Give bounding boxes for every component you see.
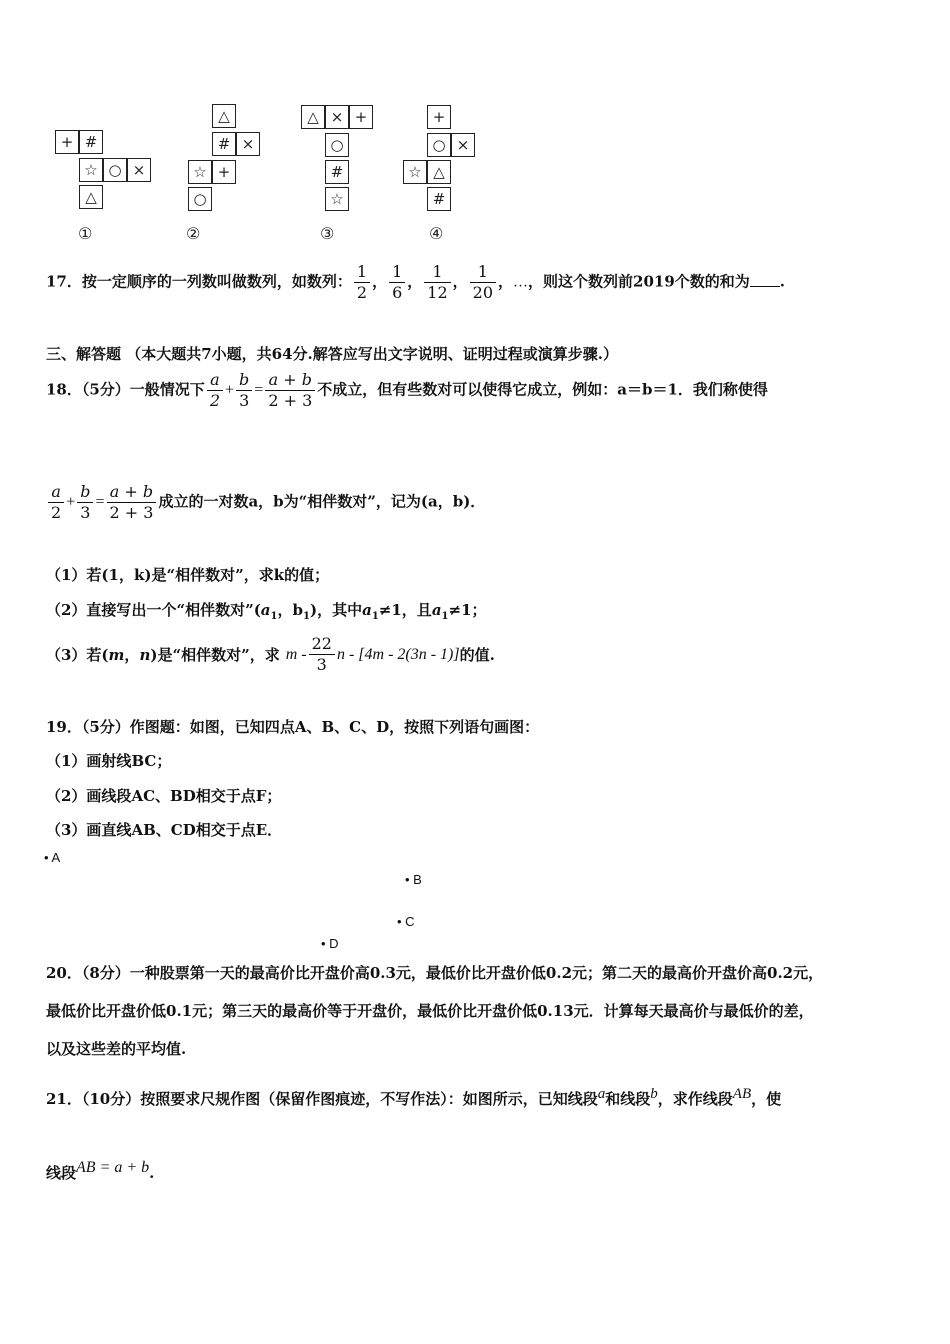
net-cell: ○ [427,133,451,157]
question-19-title: 19．（5分）作图题：如图，已知四点A、B、C、D，按照下列语句画图： [46,718,540,736]
net-cell: ☆ [403,160,427,184]
q17-fraction: $\frac{1}{6}$ [389,262,405,303]
q17-fraction: $\frac{1}{12}$ [424,262,450,303]
net-label: ③ [320,224,335,243]
net-label: ② [186,224,201,243]
question-21-line-2: 线段$^{AB = a + b}$. [46,1159,155,1182]
net-cell: △ [301,105,325,129]
q17-fraction: $\frac{1}{2}$ [354,262,370,303]
q17-text: 17．按一定顺序的一列数叫做数列，如数列： [46,272,352,291]
q17-text-after: ，则这个数列前2019个数的和为 [528,272,750,291]
net-cell: ☆ [325,187,349,211]
net-cell: ☆ [79,158,103,182]
net-cell: △ [427,160,451,184]
question-20-line-1: 20．（8分）一种股票第一天的最高价比开盘价高0.3元，最低价比开盘价低0.2元；第二天的最高价开盘价高0.2元， [46,964,824,982]
q17-fraction: $\frac{1}{20}$ [470,262,496,303]
question-18-line-1: 18．（5分）一般情况下 $\frac{a}{2}$ + $\frac{b}{3}$ = $\frac{a + b}{2 + 3}$ 不成立，但有些数对可以使得它成立，例如：a＝b＝1．我们称使得 [46,370,768,410]
question-19-part-1: （1）画射线BC； [46,752,172,770]
net-cell: # [325,160,349,184]
net-cell: ○ [325,133,349,157]
net-cell: × [451,133,475,157]
point-d[interactable]: • D [321,936,339,951]
question-19-part-3: （3）画直线AB、CD相交于点E． [46,821,283,839]
question-18-part-2: （2）直接写出一个“相伴数对$”(a_1$，$b_1$)，其中$a_1\ne 1$，且$a_1\ne 1$； [46,601,487,622]
question-18-line-2: $\frac{a}{2}$ + $\frac{b}{3}$ = $\frac{a + b}{2 + 3}$ 成立的一对数a，b为“相伴数对”，记为(a，b)． [46,482,485,523]
net-cell: + [427,105,451,129]
fraction-a-over-2: $\frac{a}{2}$ [207,370,223,411]
net-cell: ○ [188,187,212,211]
net-cell: × [236,132,260,156]
question-20-line-3: 以及这些差的平均值. [46,1040,187,1058]
net-cell: # [212,132,236,156]
point-a[interactable]: • A [44,850,61,865]
fraction-a-over-2: $\frac{a}{2}$ [48,482,64,523]
net-cell: # [79,130,103,154]
section-3-title: 三、解答题 （本大题共7小题，共64分.解答应写出文字说明、证明过程或演算步骤.） [46,345,618,363]
net-cell: # [427,187,451,211]
net-cell: ☆ [188,160,212,184]
question-18-part-3: （3）若(m，n)是“相伴数对”，求 m - $\frac{22}{3}$ n - [4m - 2(3n - 1)]的值. [46,634,495,674]
net-cell: × [325,105,349,129]
net-cell: △ [79,185,103,209]
net-label: ① [78,224,93,243]
net-cell: + [349,105,373,129]
question-18-part-1: （1）若(1，k)是“相伴数对”，求k的值； [46,566,330,584]
net-cell: ○ [103,158,127,182]
net-cell: △ [212,104,236,128]
net-cell: + [212,160,236,184]
net-cell: × [127,158,151,182]
question-19-part-2: （2）画线段AC、BD相交于点F； [46,787,282,805]
net-cell: + [55,130,79,154]
answer-blank[interactable] [750,272,780,287]
fraction-22-over-3: $\frac{22}{3}$ [309,634,335,675]
net-label: ④ [429,224,444,243]
question-20-line-2: 最低价比开盘价低0.1元；第三天的最高价等于开盘价，最低价比开盘价低0.13元．计算每天最高价与最低价的差， [46,1002,814,1020]
question-21-line-1: 21．（10分）按照要求尺规作图（保留作图痕迹，不写作法）：如图所示，已知线段$^a$和线段$^b$，求作线段$^{AB}$，使 [46,1086,782,1108]
fraction-b-over-3: $\frac{b}{3}$ [236,370,252,411]
point-c[interactable]: • C [397,914,415,929]
fraction-sum: $\frac{a + b}{2 + 3}$ [107,482,157,523]
fraction-b-over-3: $\frac{b}{3}$ [77,482,93,523]
question-17: 17．按一定顺序的一列数叫做数列，如数列： $\frac{1}{2}$ ， $\frac{1}{6}$ ， $\frac{1}{12}$ ， $\frac{1}{20}$ ，…，则这个数列前2019个数的和为 . [46,262,786,302]
fraction-sum: $\frac{a + b}{2 + 3}$ [265,370,315,411]
point-b[interactable]: • B [405,872,422,887]
